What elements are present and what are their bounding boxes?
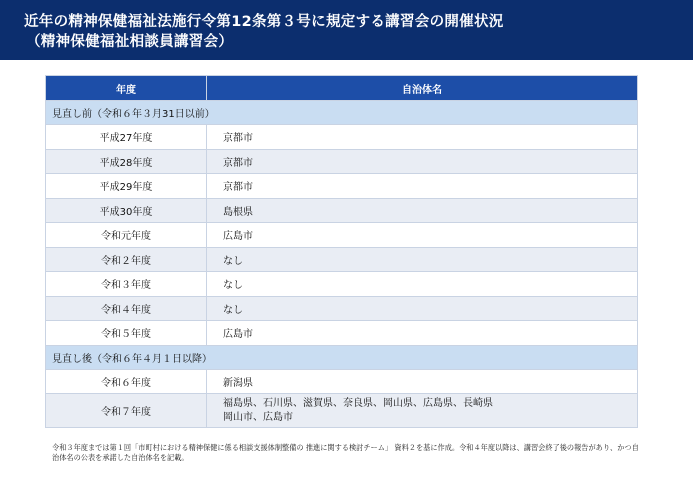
section-label-before: 見直し前（令和６年３月31日以前） (46, 101, 638, 125)
table-row (46, 223, 638, 248)
municipality-cell (207, 394, 638, 428)
table-row (46, 272, 638, 297)
table-row (46, 369, 638, 394)
year-cell: 令和６年度 (46, 369, 207, 394)
municipality-cell: 広島市 (207, 223, 638, 248)
page-title: 近年の精神保健福祉法施行令第12条第３号に規定する講習会の開催状況 (24, 14, 504, 30)
municipality-cell: 京都市 (207, 174, 638, 199)
year-cell: 令和元年度 (46, 223, 207, 248)
table-row (46, 296, 638, 321)
year-cell: 平成29年度 (46, 174, 207, 199)
table-header-row (46, 76, 638, 101)
municipality-cell: 広島市 (207, 321, 638, 346)
table-row (46, 125, 638, 150)
column-header-year: 年度 (46, 76, 207, 101)
table-row (46, 174, 638, 199)
table-row (46, 321, 638, 346)
year-cell: 平成27年度 (46, 125, 207, 150)
municipality-cell: 京都市 (207, 125, 638, 150)
municipality-cell: なし (207, 247, 638, 272)
year-cell: 令和４年度 (46, 296, 207, 321)
year-cell: 令和２年度 (46, 247, 207, 272)
municipality-cell: 京都市 (207, 149, 638, 174)
column-header-municipality: 自治体名 (207, 76, 638, 101)
year-cell: 令和３年度 (46, 272, 207, 297)
page-subtitle: （精神保健福祉相談員講習会） (26, 34, 234, 50)
table-row (46, 149, 638, 174)
table-row (46, 394, 638, 428)
table-row (46, 198, 638, 223)
municipality-line-cities: 岡山市、広島市 (223, 411, 293, 423)
section-label-after: 見直し後（令和６年４月１日以降） (46, 345, 638, 369)
section-row-before (46, 101, 638, 125)
municipality-cell: 島根県 (207, 198, 638, 223)
municipality-line-prefectures: 福島県、石川県、滋賀県、奈良県、岡山県、広島県、長崎県 (223, 397, 493, 409)
footnote: 令和３年度までは第１回「市町村における精神保健に係る相談支援体制整備の 推進に関する検討チーム」 資料２を基に作成。令和４年度以降は、講習会終了後の報告があり、かつ自治体名の公表を承諾した自治体名を記載。 (52, 443, 639, 462)
year-cell: 平成28年度 (46, 149, 207, 174)
municipality-cell: なし (207, 272, 638, 297)
year-cell: 令和５年度 (46, 321, 207, 346)
year-cell: 令和７年度 (46, 394, 207, 428)
title-banner (0, 0, 693, 60)
municipality-cell: 新潟県 (207, 369, 638, 394)
seminar-table (45, 75, 638, 428)
year-cell: 平成30年度 (46, 198, 207, 223)
section-row-after (46, 345, 638, 369)
table-row (46, 247, 638, 272)
municipality-cell: なし (207, 296, 638, 321)
